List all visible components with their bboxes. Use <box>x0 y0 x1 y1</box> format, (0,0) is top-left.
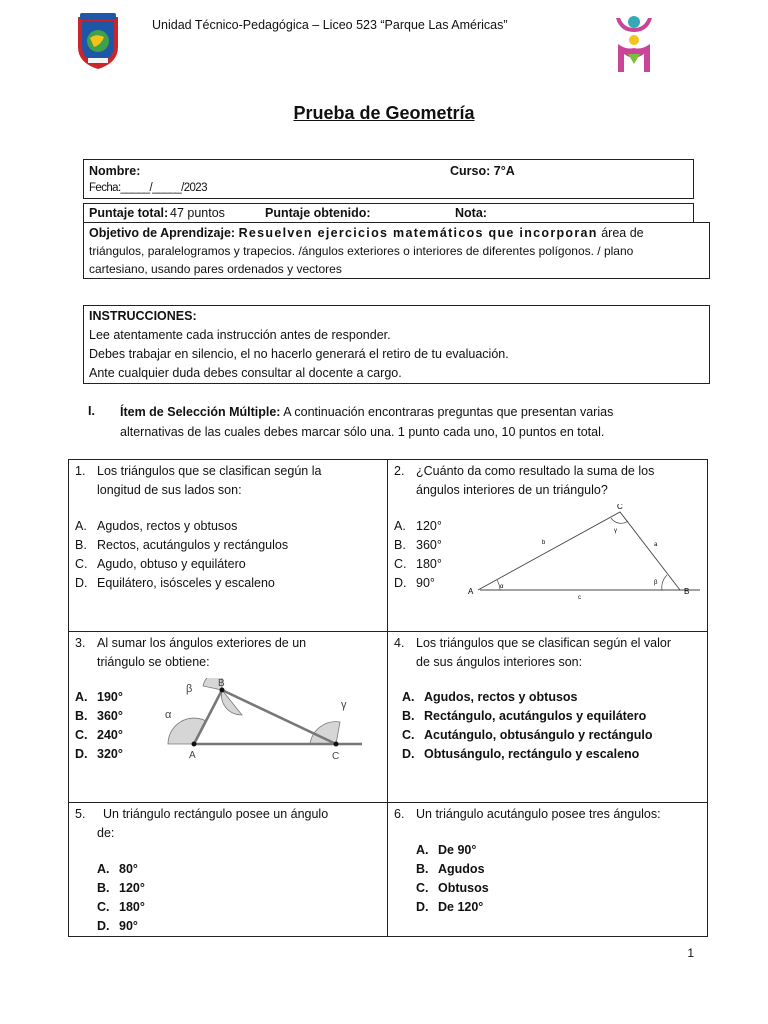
option-a[interactable]: A. De 90° <box>416 843 477 857</box>
question-4-options <box>402 688 652 764</box>
section-title: Ítem de Selección Múltiple: <box>120 405 281 419</box>
question-1-stem: 1. Los triángulos que se clasifican según la longitud de sus lados son: <box>75 464 322 497</box>
option-b[interactable]: B. 360° <box>394 538 442 552</box>
question-6-stem: 6. Un triángulo acutángulo posee tres ángulos: <box>394 807 661 821</box>
angle-label-beta: β <box>654 580 658 586</box>
total-score-label: Puntaje total: <box>89 206 169 220</box>
section-description <box>120 402 680 442</box>
option-d[interactable]: D. 90° <box>97 919 138 933</box>
question-6-options <box>416 841 489 917</box>
vertex-label-c: C <box>332 751 340 762</box>
vertex-label-b: B <box>218 678 225 689</box>
question-6 <box>388 803 708 937</box>
instructions-box <box>83 305 710 384</box>
student-info-box <box>83 159 694 199</box>
question-3 <box>69 632 388 803</box>
angle-label-beta: β <box>186 683 193 695</box>
name-label: Nombre: <box>89 164 141 178</box>
triangle-figure-q2 <box>466 504 702 600</box>
instructions-heading: INSTRUCCIONES: <box>89 309 197 323</box>
objective-line-2: triángulos, paralelogramos y trapecios. /ángulos exteriores o interiores de diferentes polígonos. / plano <box>89 244 634 258</box>
question-2 <box>388 460 708 632</box>
ministry-logo <box>610 14 658 74</box>
option-c[interactable]: C. 180° <box>97 900 145 914</box>
option-c[interactable]: C. Acutángulo, obtusángulo y rectángulo <box>402 728 653 742</box>
option-b[interactable]: B. Rectángulo, acutángulos y equilátero <box>402 709 647 723</box>
question-4-stem: 4. Los triángulos que se clasifican según el valor de sus ángulos interiores son: <box>394 636 672 669</box>
option-d[interactable]: D. De 120° <box>416 900 484 914</box>
option-a[interactable]: A. Agudos, rectos y obtusos <box>402 690 578 704</box>
instruction-line-3: Ante cualquier duda debes consultar al docente a cargo. <box>89 366 402 380</box>
side-label-c: c <box>578 595 581 600</box>
obtained-score-label: Puntaje obtenido: <box>265 206 371 220</box>
option-b[interactable]: B. 360° <box>75 709 123 723</box>
objective-line-1 <box>89 224 644 242</box>
option-d[interactable]: D. 320° <box>75 747 123 761</box>
instruction-line-2: Debes trabajar en silencio, el no hacerlo generará el retiro de tu evaluación. <box>89 347 509 361</box>
date-label: Fecha:_____/_____/2023 <box>89 182 207 194</box>
question-1-options <box>75 517 288 593</box>
option-b[interactable]: B. Rectos, acutángulos y rectángulos <box>75 538 289 552</box>
vertex-label-a: A <box>468 587 474 596</box>
question-4 <box>388 632 708 803</box>
vertex-label-b: B <box>684 587 690 596</box>
course-label: Curso: 7°A <box>450 164 515 178</box>
objective-text-1: área de <box>601 226 644 240</box>
question-3-stem: 3. Al sumar los ángulos exteriores de un triángulo se obtiene: <box>75 636 307 669</box>
grade-label: Nota: <box>455 206 487 220</box>
angle-label-gamma: γ <box>614 528 617 534</box>
side-label-b: b <box>542 540 546 546</box>
option-d[interactable]: D. Obtusángulo, rectángulo y escaleno <box>402 747 640 761</box>
option-c[interactable]: C. Obtusos <box>416 881 489 895</box>
institution-header: Unidad Técnico-Pedagógica – Liceo 523 “Parque Las Américas” <box>152 18 508 32</box>
question-2-stem: 2. ¿Cuánto da como resultado la suma de los ángulos interiores de un triángulo? <box>394 464 655 497</box>
question-5-stem: 5. Un triángulo rectángulo posee un ángulo de: <box>75 807 329 840</box>
question-1 <box>69 460 388 632</box>
vertex-label-c: C <box>617 504 623 511</box>
option-a[interactable]: A. Agudos, rectos y obtusos <box>75 519 238 533</box>
objective-line-3: cartesiano, usando pares ordenados y vectores <box>89 262 342 276</box>
question-5-options <box>97 860 145 936</box>
exterior-angles-figure-q3 <box>163 678 367 782</box>
score-box <box>83 203 694 223</box>
section-text-2: alternativas de las cuales debes marcar sólo una. 1 punto cada uno, 10 puntos en total. <box>120 425 605 439</box>
objective-box <box>83 222 710 279</box>
option-a[interactable]: A. 120° <box>394 519 442 533</box>
question-5 <box>69 803 388 937</box>
objective-bold-text: Resuelven ejercicios matemáticos que incorporan <box>238 226 598 240</box>
questions-table <box>68 459 708 937</box>
option-d[interactable]: D. Equilátero, isósceles y escaleno <box>75 576 275 590</box>
option-c[interactable]: C. Agudo, obtuso y equilátero <box>75 557 246 571</box>
question-3-options <box>75 688 123 764</box>
side-label-a: a <box>654 542 658 548</box>
instruction-line-1: Lee atentamente cada instrucción antes de responder. <box>89 328 391 342</box>
objective-label: Objetivo de Aprendizaje: <box>89 226 236 240</box>
total-score-value: 47 puntos <box>170 206 225 220</box>
option-b[interactable]: B. 120° <box>97 881 145 895</box>
school-crest-logo <box>74 11 122 71</box>
angle-label-alpha: α <box>500 584 504 590</box>
angle-label-gamma: γ <box>341 699 347 711</box>
angle-label-alpha: α <box>165 709 172 721</box>
section-text-1: A continuación encontraras preguntas que presentan varias <box>283 405 614 419</box>
page-title: Prueba de Geometría <box>293 103 475 123</box>
vertex-label-a: A <box>189 750 196 761</box>
option-c[interactable]: C. 180° <box>394 557 442 571</box>
option-a[interactable]: A. 190° <box>75 690 123 704</box>
question-2-options <box>394 517 442 593</box>
option-d[interactable]: D. 90° <box>394 576 435 590</box>
section-number: I. <box>88 404 95 418</box>
option-b[interactable]: B. Agudos <box>416 862 485 876</box>
page-number: 1 <box>687 946 694 960</box>
option-a[interactable]: A. 80° <box>97 862 138 876</box>
option-c[interactable]: C. 240° <box>75 728 123 742</box>
